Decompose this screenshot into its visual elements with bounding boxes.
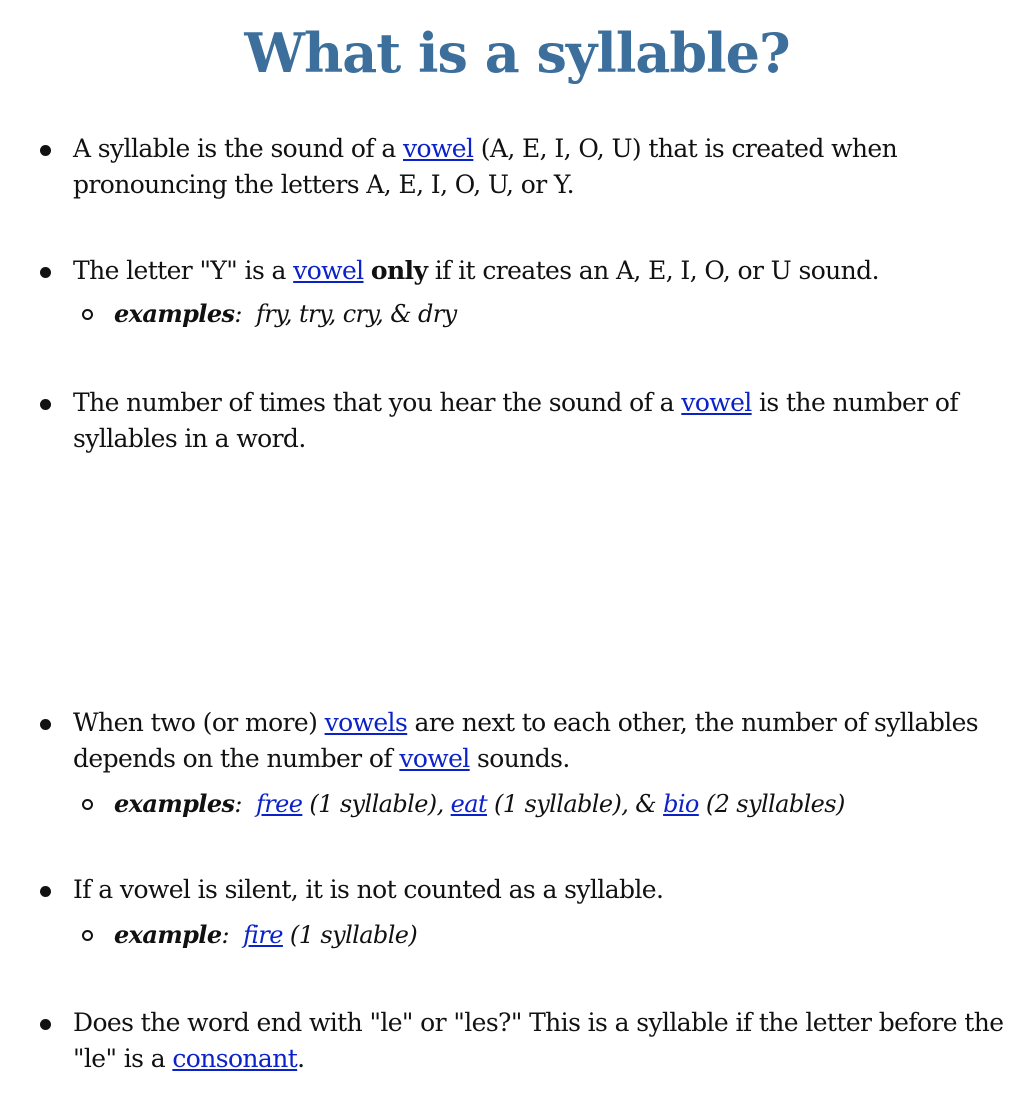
bullet-list-5 (0, 872, 1034, 953)
eat-link[interactable]: eat (450, 790, 487, 818)
example-note: (1 syllable), (302, 790, 451, 818)
label-colon: : (234, 300, 242, 328)
item-text: are next to each other, the number of syllables depends on the number of (73, 708, 979, 773)
bullet-list-3 (0, 385, 1034, 457)
free-link[interactable]: free (255, 790, 303, 818)
list-item (0, 872, 1034, 908)
bullet-list-6 (0, 1005, 1034, 1077)
list-item (0, 705, 1034, 777)
sub-list-item (0, 786, 1034, 822)
item-text: A syllable is the sound of a (73, 134, 403, 163)
example-note: (1 syllable), & (487, 790, 664, 818)
example-label: example (114, 920, 222, 949)
circle-bullet-icon (82, 799, 93, 810)
bullet-icon (40, 886, 51, 897)
example-note: (1 syllable) (282, 921, 418, 949)
fire-link[interactable]: fire (243, 921, 283, 949)
item-text: The letter "Y" is a (73, 256, 294, 285)
list-item (0, 253, 1034, 289)
label-colon: : (234, 790, 242, 818)
item-text: if it creates an A, E, I, O, or U sound. (427, 256, 879, 285)
item-text: When two (or more) (73, 708, 325, 737)
example-note: (2 syllables) (698, 790, 845, 818)
bullet-icon (40, 399, 51, 410)
item-text: is the number of syllables in a word. (73, 388, 958, 453)
sub-list-item (0, 917, 1034, 953)
bullet-list-2 (0, 253, 1034, 332)
bullet-icon (40, 145, 51, 156)
list-item (0, 385, 1034, 457)
item-text: Does the word end with "le" or "les?" This is a syllable if the letter before the "le" is a (73, 1008, 1004, 1073)
item-text: (A, E, I, O, U) that is created when pronouncing the letters A, E, I, O, U, or Y. (73, 134, 898, 199)
item-text: . (297, 1044, 305, 1073)
examples-label: examples (114, 789, 235, 818)
bullet-icon (40, 267, 51, 278)
sub-list-item (0, 296, 1034, 332)
list-item (0, 1005, 1034, 1077)
bullet-icon (40, 719, 51, 730)
vowel-link[interactable]: vowel (399, 744, 470, 773)
vowel-link[interactable]: vowel (403, 134, 474, 163)
list-item (0, 131, 1034, 203)
consonant-link[interactable]: consonant (172, 1044, 298, 1073)
item-text: sounds. (469, 744, 570, 773)
emphasis-only: only (370, 256, 428, 285)
vowels-link[interactable]: vowels (324, 708, 408, 737)
examples-text: fry, try, cry, & dry (255, 300, 457, 328)
label-colon: : (221, 921, 229, 949)
item-text: The number of times that you hear the sound of a (73, 388, 682, 417)
circle-bullet-icon (82, 309, 93, 320)
circle-bullet-icon (82, 930, 93, 941)
examples-label: examples (114, 299, 235, 328)
page-title: What is a syllable? (244, 21, 790, 85)
bullet-list-1 (0, 131, 1034, 203)
bullet-list-4 (0, 705, 1034, 822)
vowel-link[interactable]: vowel (681, 388, 752, 417)
vowel-link[interactable]: vowel (293, 256, 364, 285)
bio-link[interactable]: bio (663, 790, 699, 818)
item-text: If a vowel is silent, it is not counted as a syllable. (73, 875, 664, 904)
bullet-icon (40, 1019, 51, 1030)
